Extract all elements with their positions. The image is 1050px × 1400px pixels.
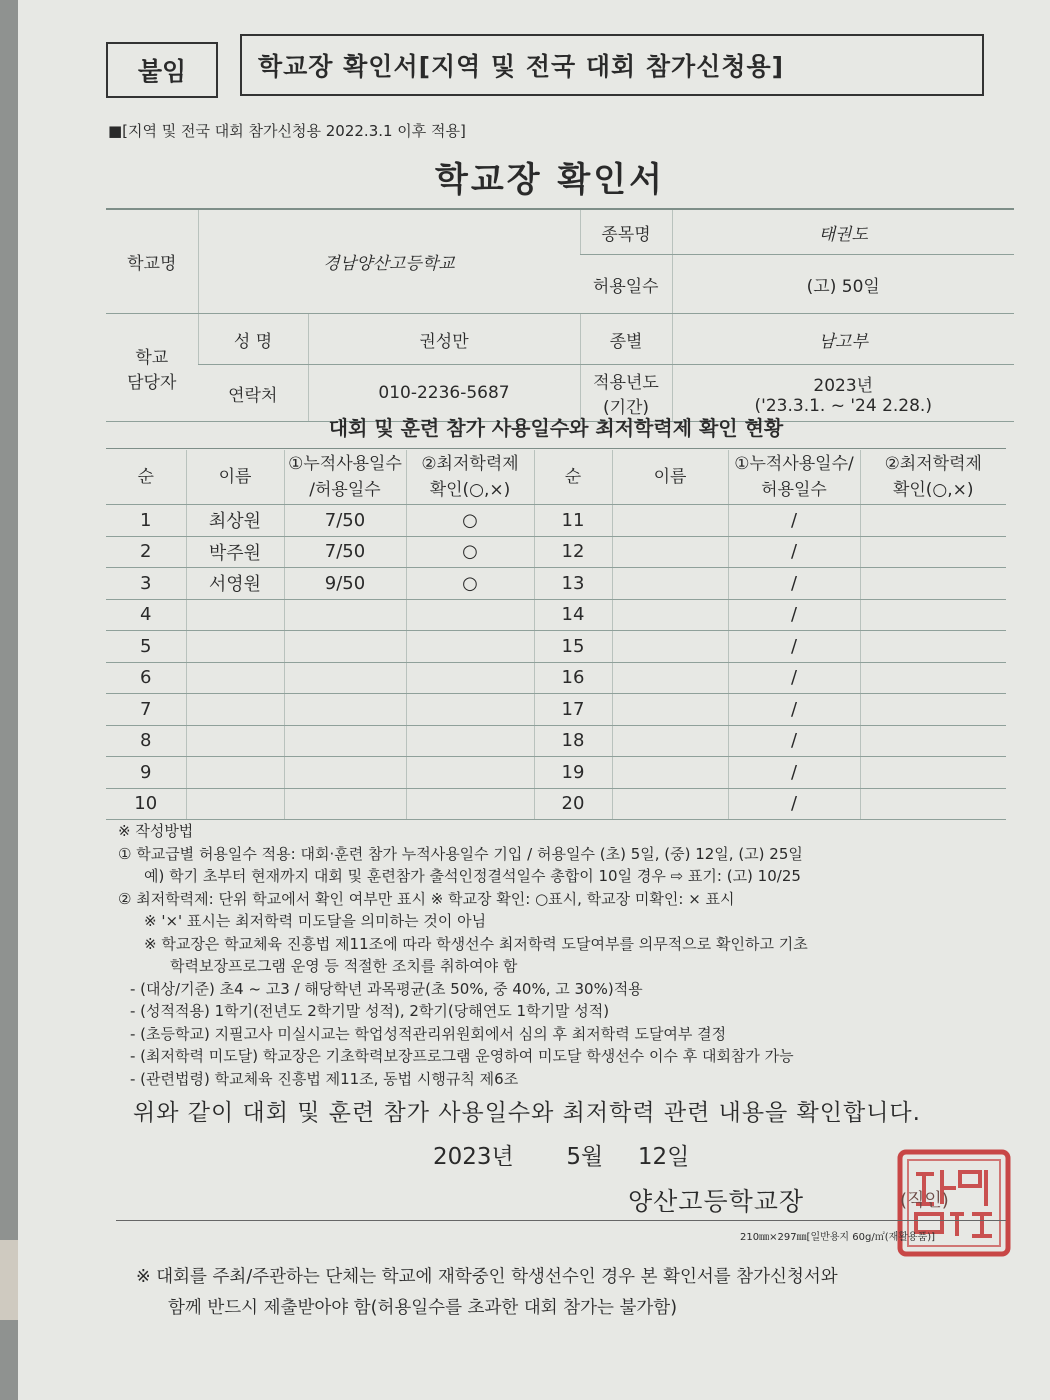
writing-instructions xyxy=(118,820,1018,1090)
col-name-right: 이름 xyxy=(612,450,728,505)
col-academic-right-line2: 확인(○,×) xyxy=(892,480,974,500)
academic-check xyxy=(406,599,534,631)
days-used xyxy=(284,694,406,726)
note-line: 학력보장프로그램 운영 등 적절한 조치를 취하여야 함 xyxy=(170,957,518,975)
grid-header-row xyxy=(106,450,1006,505)
col-name: 이름 xyxy=(186,450,284,505)
days-used-right: / xyxy=(728,536,860,568)
days-used-right: / xyxy=(728,757,860,789)
academic-check xyxy=(406,788,534,820)
table-row xyxy=(106,568,1006,600)
col-academic-right xyxy=(860,450,1006,505)
row-number-right: 17 xyxy=(534,694,612,726)
sport-label: 종목명 xyxy=(580,209,672,255)
school-name-label: 학교명 xyxy=(106,209,198,314)
col-no-right: 순 xyxy=(534,450,612,505)
table-row xyxy=(106,662,1006,694)
school-name-value: 경남양산고등학교 xyxy=(198,209,580,314)
student-name xyxy=(186,631,284,663)
student-name: 박주원 xyxy=(186,536,284,568)
note-line: ※ '×' 표시는 최저학력 미도달을 의미하는 것이 아님 xyxy=(144,912,487,930)
days-used-right: / xyxy=(728,662,860,694)
divider xyxy=(116,1220,1006,1221)
subtitle: ■[지역 및 전국 대회 참가신청용 2022.3.1 이후 적용] xyxy=(108,122,466,140)
row-number: 5 xyxy=(106,631,186,663)
academic-check-right xyxy=(860,536,1006,568)
student-name-right xyxy=(612,757,728,789)
student-name-right xyxy=(612,788,728,820)
days-used xyxy=(284,662,406,694)
table-row xyxy=(106,505,1006,537)
academic-check-right xyxy=(860,694,1006,726)
row-number-right: 20 xyxy=(534,788,612,820)
year-label-line2: (기간) xyxy=(602,398,650,418)
note-line: ※ 작성방법 xyxy=(118,822,194,840)
days-used xyxy=(284,599,406,631)
academic-check: ○ xyxy=(406,536,534,568)
confirmation-statement: 위와 같이 대회 및 훈련 참가 사용일수와 최저학력 관련 내용을 확인합니다. xyxy=(133,1100,921,1126)
note-line: ② 최저학력제: 단위 학교에서 확인 여부만 표시 ※ 학교장 확인: ○표시, 학교장 미확인: × 표시 xyxy=(118,889,735,908)
note-line: ※ 학교장은 학교체육 진흥법 제11조에 따라 학생선수 최저학력 도달여부를 의무적으로 확인하고 기초 xyxy=(144,934,808,953)
student-name xyxy=(186,788,284,820)
academic-check-right xyxy=(860,505,1006,537)
allowed-days-label: 허용일수 xyxy=(580,255,672,314)
footer-line: ※ 대회를 주최/주관하는 단체는 학교에 재학중인 학생선수인 경우 본 확인서를 참가신청서와 xyxy=(136,1267,838,1287)
days-used xyxy=(284,631,406,663)
student-name: 서영원 xyxy=(186,568,284,600)
date-month: 5월 xyxy=(566,1144,604,1170)
row-number: 6 xyxy=(106,662,186,694)
attachment-label: 붙임 xyxy=(106,42,218,98)
row-number: 8 xyxy=(106,725,186,757)
year-text: 2023년 xyxy=(813,375,874,396)
student-name-right xyxy=(612,725,728,757)
background-page-edge xyxy=(0,1240,18,1320)
table-row xyxy=(106,599,1006,631)
academic-check-right xyxy=(860,757,1006,789)
days-used: 7/50 xyxy=(284,536,406,568)
col-academic-line1: ②최저학력제 xyxy=(421,454,519,474)
days-used-right: / xyxy=(728,599,860,631)
academic-check: ○ xyxy=(406,568,534,600)
days-used-right: / xyxy=(728,725,860,757)
days-used-right: / xyxy=(728,788,860,820)
academic-check-right xyxy=(860,662,1006,694)
student-name-right xyxy=(612,568,728,600)
usage-grid xyxy=(106,450,1006,820)
days-used xyxy=(284,788,406,820)
contact-label: 연락처 xyxy=(198,365,308,422)
row-number-right: 11 xyxy=(534,505,612,537)
academic-check xyxy=(406,725,534,757)
days-used xyxy=(284,757,406,789)
col-days-right-line2: 허용일수 xyxy=(761,480,827,500)
col-days-line1: ①누적사용일수 xyxy=(288,454,402,474)
days-used-right: / xyxy=(728,568,860,600)
name-label: 성 명 xyxy=(198,314,308,365)
col-days-right-line1: ①누적사용일수/ xyxy=(734,454,854,474)
col-academic xyxy=(406,450,534,505)
row-number-right: 14 xyxy=(534,599,612,631)
table-row xyxy=(106,788,1006,820)
school-info-table xyxy=(106,208,1014,422)
col-academic-right-line1: ②최저학력제 xyxy=(884,454,982,474)
col-days xyxy=(284,450,406,505)
seal-label: (직인) xyxy=(900,1190,949,1211)
student-name-right xyxy=(612,505,728,537)
header-title: 학교장 확인서[지역 및 전국 대회 참가신청용] xyxy=(240,34,984,96)
days-used: 7/50 xyxy=(284,505,406,537)
student-name xyxy=(186,757,284,789)
footer-note xyxy=(136,1262,838,1324)
principal-name: 양산고등학교장 xyxy=(628,1187,805,1216)
date-day: 12일 xyxy=(637,1144,690,1170)
table-row xyxy=(106,725,1006,757)
student-name-right xyxy=(612,662,728,694)
row-number: 4 xyxy=(106,599,186,631)
table-row xyxy=(106,694,1006,726)
academic-check-right xyxy=(860,725,1006,757)
table-row xyxy=(106,536,1006,568)
col-days-line2: /허용일수 xyxy=(309,480,381,500)
academic-check-right xyxy=(860,599,1006,631)
year-label-line1: 적용년도 xyxy=(593,373,659,393)
row-number: 2 xyxy=(106,536,186,568)
note-line: ① 학교급별 허용일수 적용: 대회·훈련 참가 누적사용일수 기입 / 허용일수 (초) 5일, (중) 12일, (고) 25일 xyxy=(118,844,803,863)
contact-value: 010-2236-5687 xyxy=(308,365,580,422)
manager-label-line2: 담당자 xyxy=(127,372,177,393)
col-academic-line2: 확인(○,×) xyxy=(429,480,511,500)
student-name-right xyxy=(612,694,728,726)
student-name: 최상원 xyxy=(186,505,284,537)
academic-check-right xyxy=(860,631,1006,663)
row-number-right: 12 xyxy=(534,536,612,568)
paper-spec: 210㎜×297㎜[일반용지 60g/㎡(재활용품)] xyxy=(740,1232,936,1243)
table-row xyxy=(106,757,1006,789)
col-no: 순 xyxy=(106,450,186,505)
note-line: - (관련법령) 학교체육 진흥법 제11조, 동법 시행규칙 제6조 xyxy=(130,1069,519,1088)
days-used-right: / xyxy=(728,694,860,726)
manager-label-line1: 학교 xyxy=(135,347,169,368)
student-name-right xyxy=(612,599,728,631)
academic-check xyxy=(406,757,534,789)
note-line: - (초등학교) 지필고사 미실시교는 학업성적관리위원회에서 심의 후 최저학력 도달여부 결정 xyxy=(130,1024,727,1043)
row-number: 9 xyxy=(106,757,186,789)
note-line: - (최저학력 미도달) 학교장은 기초학력보장프로그램 운영하여 미도달 학생선수 이수 후 대회참가 가능 xyxy=(130,1047,794,1065)
sport-value: 태권도 xyxy=(672,209,1014,255)
row-number: 1 xyxy=(106,505,186,537)
days-used-right: / xyxy=(728,631,860,663)
student-name-right xyxy=(612,631,728,663)
student-name xyxy=(186,662,284,694)
academic-check xyxy=(406,662,534,694)
document-title: 학교장 확인서 xyxy=(435,160,665,200)
days-used-right: / xyxy=(728,505,860,537)
name-value: 권성만 xyxy=(308,314,580,365)
col-days-right xyxy=(728,450,860,505)
student-name xyxy=(186,725,284,757)
days-used xyxy=(284,725,406,757)
row-number-right: 18 xyxy=(534,725,612,757)
student-name xyxy=(186,694,284,726)
days-used: 9/50 xyxy=(284,568,406,600)
date-year: 2023년 xyxy=(433,1144,514,1170)
usage-grid-title: 대회 및 훈련 참가 사용일수와 최저학력제 확인 현황 xyxy=(106,408,1006,449)
row-number: 10 xyxy=(106,788,186,820)
issue-date xyxy=(433,1138,689,1171)
academic-check-right xyxy=(860,788,1006,820)
academic-check: ○ xyxy=(406,505,534,537)
row-number: 7 xyxy=(106,694,186,726)
row-number-right: 15 xyxy=(534,631,612,663)
academic-check-right xyxy=(860,568,1006,600)
student-name-right xyxy=(612,536,728,568)
note-line: - (성적적용) 1학기(전년도 2학기말 성적), 2학기(당해연도 1학기말 성적) xyxy=(130,1002,610,1020)
row-number-right: 19 xyxy=(534,757,612,789)
manager-label xyxy=(106,314,198,422)
table-row xyxy=(106,631,1006,663)
note-line: 예) 학기 초부터 현재까지 대회 및 훈련참가 출석인정결석일수 총합이 10일 경우 ⇨ 표기: (고) 10/25 xyxy=(144,867,801,885)
student-name xyxy=(186,599,284,631)
row-number-right: 16 xyxy=(534,662,612,694)
academic-check xyxy=(406,631,534,663)
period-text: ('23.3.1. ~ '24 2.28.) xyxy=(754,395,932,416)
note-line: - (대상/기준) 초4 ~ 고3 / 해당학년 과목평균(초 50%, 중 40%, 고 30%)적용 xyxy=(130,979,643,998)
row-number-right: 13 xyxy=(534,568,612,600)
category-value: 남고부 xyxy=(672,314,1014,365)
footer-line: 함께 반드시 제출받아야 함(허용일수를 초과한 대회 참가는 불가함) xyxy=(168,1298,678,1318)
row-number: 3 xyxy=(106,568,186,600)
category-label: 종별 xyxy=(580,314,672,365)
academic-check xyxy=(406,694,534,726)
allowed-days-value: (고) 50일 xyxy=(672,255,1014,314)
